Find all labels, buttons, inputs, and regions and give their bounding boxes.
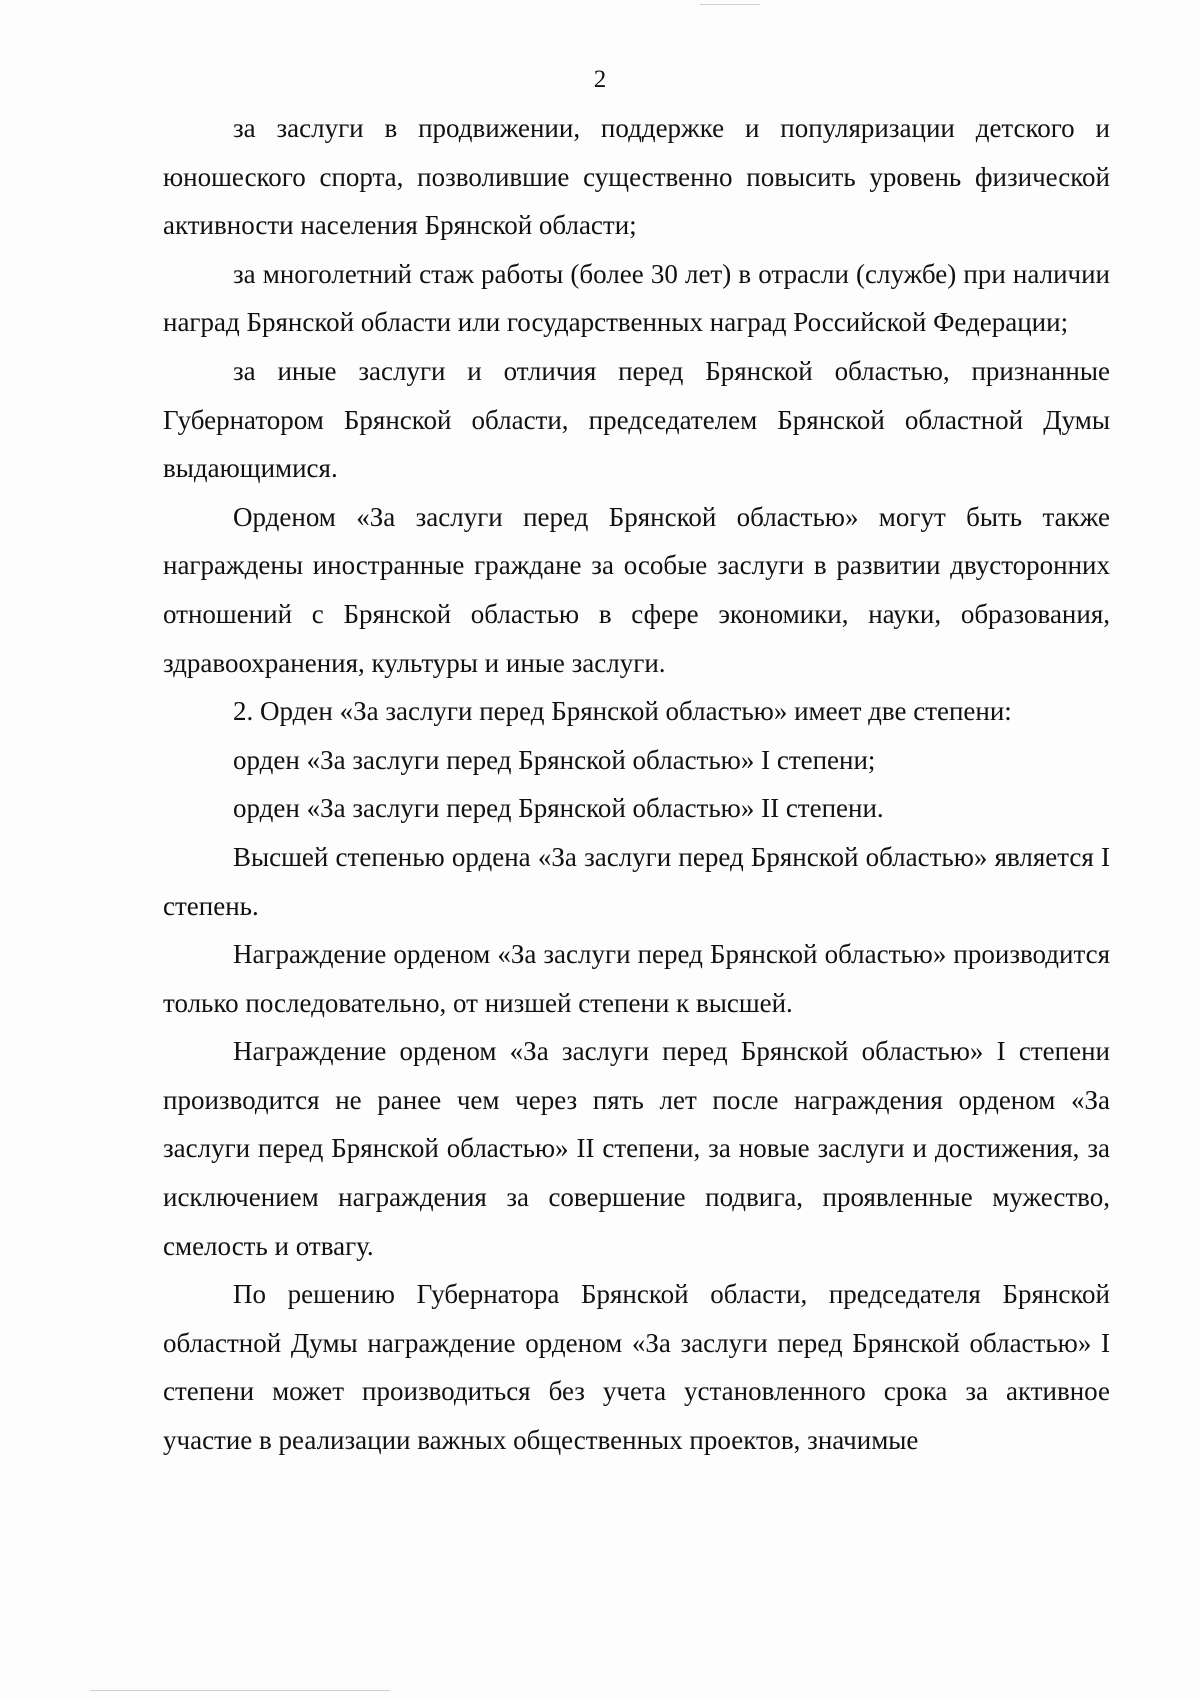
paragraph-sequential-award: Награждение орденом «За заслуги перед Брянской областью» производится только последовательно, от низшей степени к высшей. [163,939,1110,1018]
paragraph-governor-decision: По решению Губернатора Брянской области, председателя Брянской областной Думы награждение орденом «За заслуги перед Брянской областью» I степени может производиться без учета установленного срока за активное участие в реализации важных общественных проектов, значимые [163,1279,1110,1456]
paragraph-second-degree: орден «За заслуги перед Брянской областью» II степени. [233,793,884,824]
paragraph-two-degrees: 2. Орден «За заслуги перед Брянской областью» имеет две степени: [233,696,1012,727]
paragraph-sport-merits: за заслуги в продвижении, поддержке и популяризации детского и юношеского спорта, позволившие существенно повысить уровень физической активности населения Брянской области; [163,113,1110,241]
scan-artifact-bottom [90,1690,390,1691]
page-number: 2 [593,66,607,93]
paragraph-long-service: за многолетний стаж работы (более 30 лет) в отрасли (службе) при наличии наград Брянской области или государственных наград Российской Федерации; [163,258,1110,338]
paragraph-highest-degree: Высшей степенью ордена «За заслуги перед Брянской областью» является I степень. [163,841,1110,921]
body-text [163,104,1110,1465]
paragraph-first-degree: орден «За заслуги перед Брянской областью» I степени; [233,744,876,775]
paragraph-first-degree-term: Награждение орденом «За заслуги перед Брянской областью» I степени производится не ранее чем через пять лет после награждения орденом «За заслуги перед Брянской областью» II степени, за новые заслуги и достижения, за исключением награждения за совершение подвига, проявленные мужество, смелость и отвагу. [163,1036,1110,1261]
paragraph-other-merits: за иные заслуги и отличия перед Брянской областью, признанные Губернатором Брянской области, председателем Брянской областной Думы выдающимися. [163,355,1110,484]
paragraph-foreign-citizens: Орденом «За заслуги перед Брянской областью» могут быть также награждены иностранные граждане за особые заслуги в развитии двусторонних отношений с Брянской областью в сфере экономики, науки, образования, здравоохранения, культуры и иные заслуги. [163,501,1110,678]
scan-artifact-top [700,4,760,5]
